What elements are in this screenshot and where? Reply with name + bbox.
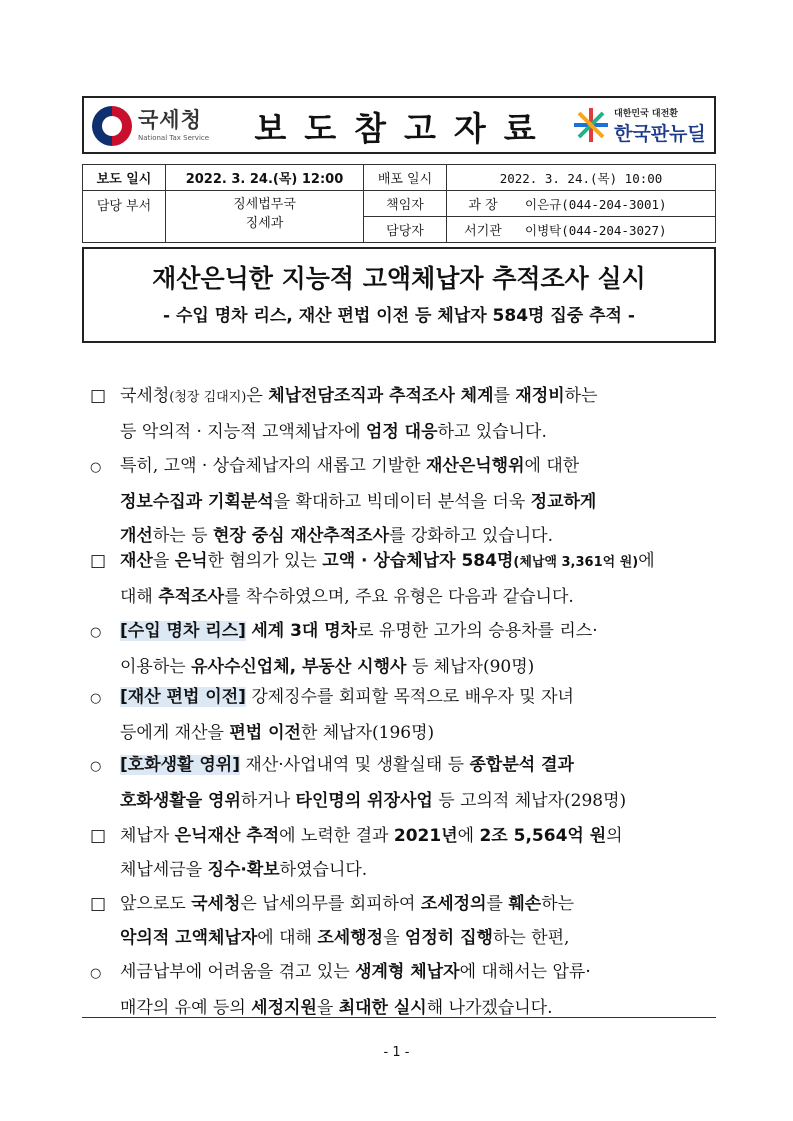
resp-label: 책임자: [364, 191, 447, 217]
text-run: 2021년: [393, 826, 458, 846]
text-line: [90, 415, 716, 449]
text-run: 고액 · 상습체납자 584명: [322, 551, 514, 571]
paragraph-6: [90, 748, 716, 818]
text-run: 조세행정: [317, 928, 384, 948]
text-run: 재산은닉행위: [425, 456, 525, 476]
org-name: 국세청: [138, 108, 202, 132]
paragraph-7: [90, 819, 716, 887]
text-line: [90, 544, 716, 580]
text-line: [90, 887, 716, 921]
text-run: 재산: [120, 551, 153, 571]
subheadline: - 수입 명차 리스, 재산 편법 이전 등 체납자 584명 집중 추적 -: [163, 306, 635, 326]
dept-value: [166, 191, 364, 243]
org-subtitle: National Tax Service: [138, 134, 210, 142]
paragraph-2: [90, 449, 716, 553]
text-run: ○: [90, 966, 102, 981]
text-run: 은닉: [174, 551, 208, 571]
text-run: 엄정 대응: [365, 422, 438, 442]
text-run: 최대한 실시: [338, 998, 427, 1018]
release-info-table: [82, 164, 716, 243]
paragraph-5: [90, 680, 716, 750]
paragraph-1: [90, 379, 716, 449]
tag-luxury-living: [호화생활 영위]: [120, 755, 240, 775]
text-line: [90, 580, 716, 614]
text-run: 에: [638, 551, 655, 571]
text-line: [90, 716, 716, 750]
text-run: 세금납부에 어려움을 겪고 있는: [120, 962, 356, 982]
text-run: 하는: [541, 894, 575, 914]
text-run: 매각의 유예 등의: [120, 998, 252, 1018]
text-run: 을 확대하고 빅데이터 분석을 더욱: [273, 492, 531, 512]
text-run: 로 유명한 고가의 승용차를 리스·: [357, 621, 598, 641]
text-line: [90, 449, 716, 485]
text-run: 하는 한편,: [492, 928, 570, 948]
text-run: 은닉재산 추적: [174, 826, 280, 846]
text-run: 을: [316, 998, 339, 1018]
dept-line2: 징세과: [245, 216, 284, 231]
text-run: □: [90, 894, 107, 914]
bottom-divider: [82, 1017, 716, 1018]
text-run: 징수·확보: [207, 860, 280, 880]
text-run: 호화생활을 영위: [120, 791, 241, 811]
text-run: 체납전담조직과 추적조사 체계: [268, 386, 494, 406]
newdeal-logo: [574, 102, 714, 150]
text-run: 세정지원: [251, 998, 317, 1018]
dist-value: 2022. 3. 24.(목) 10:00: [447, 165, 716, 191]
text-run: 유사수신업체, 부동산 시행사: [191, 657, 407, 677]
text-run: 을: [383, 928, 405, 948]
text-run: 2조 5,564억 원: [479, 826, 607, 846]
text-line: [90, 614, 716, 650]
text-run: 앞으로도: [120, 894, 192, 914]
tag-import-lease: [수입 명차 리스]: [120, 621, 246, 641]
text-run: 국세청: [191, 894, 241, 914]
text-run: 등에게 재산을: [120, 723, 230, 743]
paragraph-3: [90, 544, 716, 614]
resp-title: 과 장: [447, 191, 520, 217]
text-run: 강제징수를 회피할 목적으로 배우자 및 자녀: [245, 687, 574, 707]
text-run: 재정비: [515, 386, 565, 406]
text-line: [90, 379, 716, 415]
text-run: (체납액 3,361억 원): [513, 555, 639, 570]
text-run: 를 착수하였으며, 주요 유형은 다음과 같습니다.: [223, 587, 574, 607]
text-run: 종합분석 결과: [469, 755, 574, 775]
page-number: - 1 -: [383, 1045, 410, 1060]
dept-line1: 징세법무국: [233, 197, 296, 212]
text-run: 등 체납자(90명): [406, 657, 535, 677]
text-run: 한 체납자(196명): [300, 723, 435, 743]
text-run: 해 나가겠습니다.: [426, 998, 553, 1018]
text-run: 하는: [564, 386, 598, 406]
text-line: [90, 485, 716, 519]
dist-label: 배포 일시: [364, 165, 447, 191]
text-run: 등 악의적 · 지능적 고액체납자에: [120, 422, 366, 442]
text-run: 편법 이전: [229, 723, 301, 743]
headline: 재산은닉한 지능적 고액체납자 추적조사 실시: [152, 264, 646, 293]
text-run: 를: [493, 386, 516, 406]
text-run: 악의적 고액체납자: [120, 928, 258, 948]
text-run: 은 납세의무를 회피하여: [240, 894, 421, 914]
text-run: 를: [486, 894, 509, 914]
text-run: 훼손: [508, 894, 542, 914]
text-run: ○: [90, 759, 102, 774]
taegeuk-emblem-icon: [92, 106, 132, 146]
text-line: [90, 680, 716, 716]
text-run: 하거나: [240, 791, 296, 811]
staff-name: 이병탁(044-204-3027): [519, 217, 716, 243]
text-run: 의: [606, 826, 623, 846]
text-run: □: [90, 826, 107, 846]
text-run: □: [90, 551, 107, 571]
paragraph-8: [90, 887, 716, 955]
text-line: [90, 955, 716, 991]
text-run: 은: [246, 386, 269, 406]
text-run: 에 대한: [524, 456, 580, 476]
text-run: 하였습니다.: [279, 860, 368, 880]
text-run: ○: [90, 691, 102, 706]
text-run: 정보수집과 기획분석: [120, 492, 274, 512]
text-run: 에 대해서는 압류·: [459, 962, 591, 982]
text-line: [90, 784, 716, 818]
nts-logo: [92, 104, 232, 148]
text-line: [90, 650, 716, 684]
text-run: 을: [152, 551, 175, 571]
paragraph-4: [90, 614, 716, 684]
text-run: □: [90, 386, 107, 406]
resp-name: 이은규(044-204-3001): [519, 191, 716, 217]
text-run: 를 강화하고 있습니다.: [389, 526, 554, 546]
headline-box: [82, 247, 716, 343]
text-run: 체납세금을: [120, 860, 208, 880]
paragraph-9: [90, 955, 716, 1025]
newdeal-tagline: 대한민국 대전환: [614, 109, 678, 119]
text-run: 한 혐의가 있는: [207, 551, 323, 571]
text-run: 국세청: [120, 386, 170, 406]
text-run: 대해: [120, 587, 159, 607]
text-run: 정교하게: [530, 492, 597, 512]
text-run: 생계형 체납자: [355, 962, 460, 982]
text-run: 타인명의 위장사업: [295, 791, 433, 811]
text-run: 에 노력한 결과: [279, 826, 394, 846]
text-run: 세계 3대 명차: [251, 621, 358, 641]
text-run: ○: [90, 625, 102, 640]
text-line: [90, 991, 716, 1025]
text-run: (청장 김대지): [169, 390, 247, 405]
text-run: 등 고의적 체납자(298명): [432, 791, 627, 811]
text-line: [90, 819, 716, 853]
text-run: 이용하는: [120, 657, 192, 677]
text-run: 특히, 고액 · 상습체납자의 새롭고 기발한: [120, 456, 426, 476]
text-run: 엄정히 집행: [404, 928, 493, 948]
dept-label: 담당 부서: [83, 191, 166, 243]
staff-label: 담당자: [364, 217, 447, 243]
text-line: [90, 853, 716, 887]
text-run: 하고 있습니다.: [437, 422, 547, 442]
text-run: 추적조사: [158, 587, 224, 607]
text-line: [90, 921, 716, 955]
text-run: 체납자: [120, 826, 175, 846]
text-run: 현장 중심 재산추적조사: [212, 526, 389, 546]
release-value: 2022. 3. 24.(목) 12:00: [166, 165, 364, 191]
newdeal-name: 한국판뉴딜: [614, 123, 706, 145]
tag-asset-transfer: [재산 편법 이전]: [120, 687, 246, 707]
text-run: ○: [90, 460, 102, 475]
text-run: 에 대해: [257, 928, 318, 948]
text-run: 재산·사업내역 및 생활실태 등: [240, 755, 470, 775]
text-run: 하는 등: [152, 526, 213, 546]
release-label: 보도 일시: [83, 165, 166, 191]
text-run: 에: [457, 826, 480, 846]
newdeal-star-icon: [574, 108, 608, 142]
staff-title: 서기관: [447, 217, 520, 243]
text-line: [90, 748, 716, 784]
press-header: [82, 96, 716, 154]
text-run: 조세정의: [420, 894, 487, 914]
text-run: 개선: [120, 526, 153, 546]
page-title: 보도참고자료: [254, 109, 554, 148]
